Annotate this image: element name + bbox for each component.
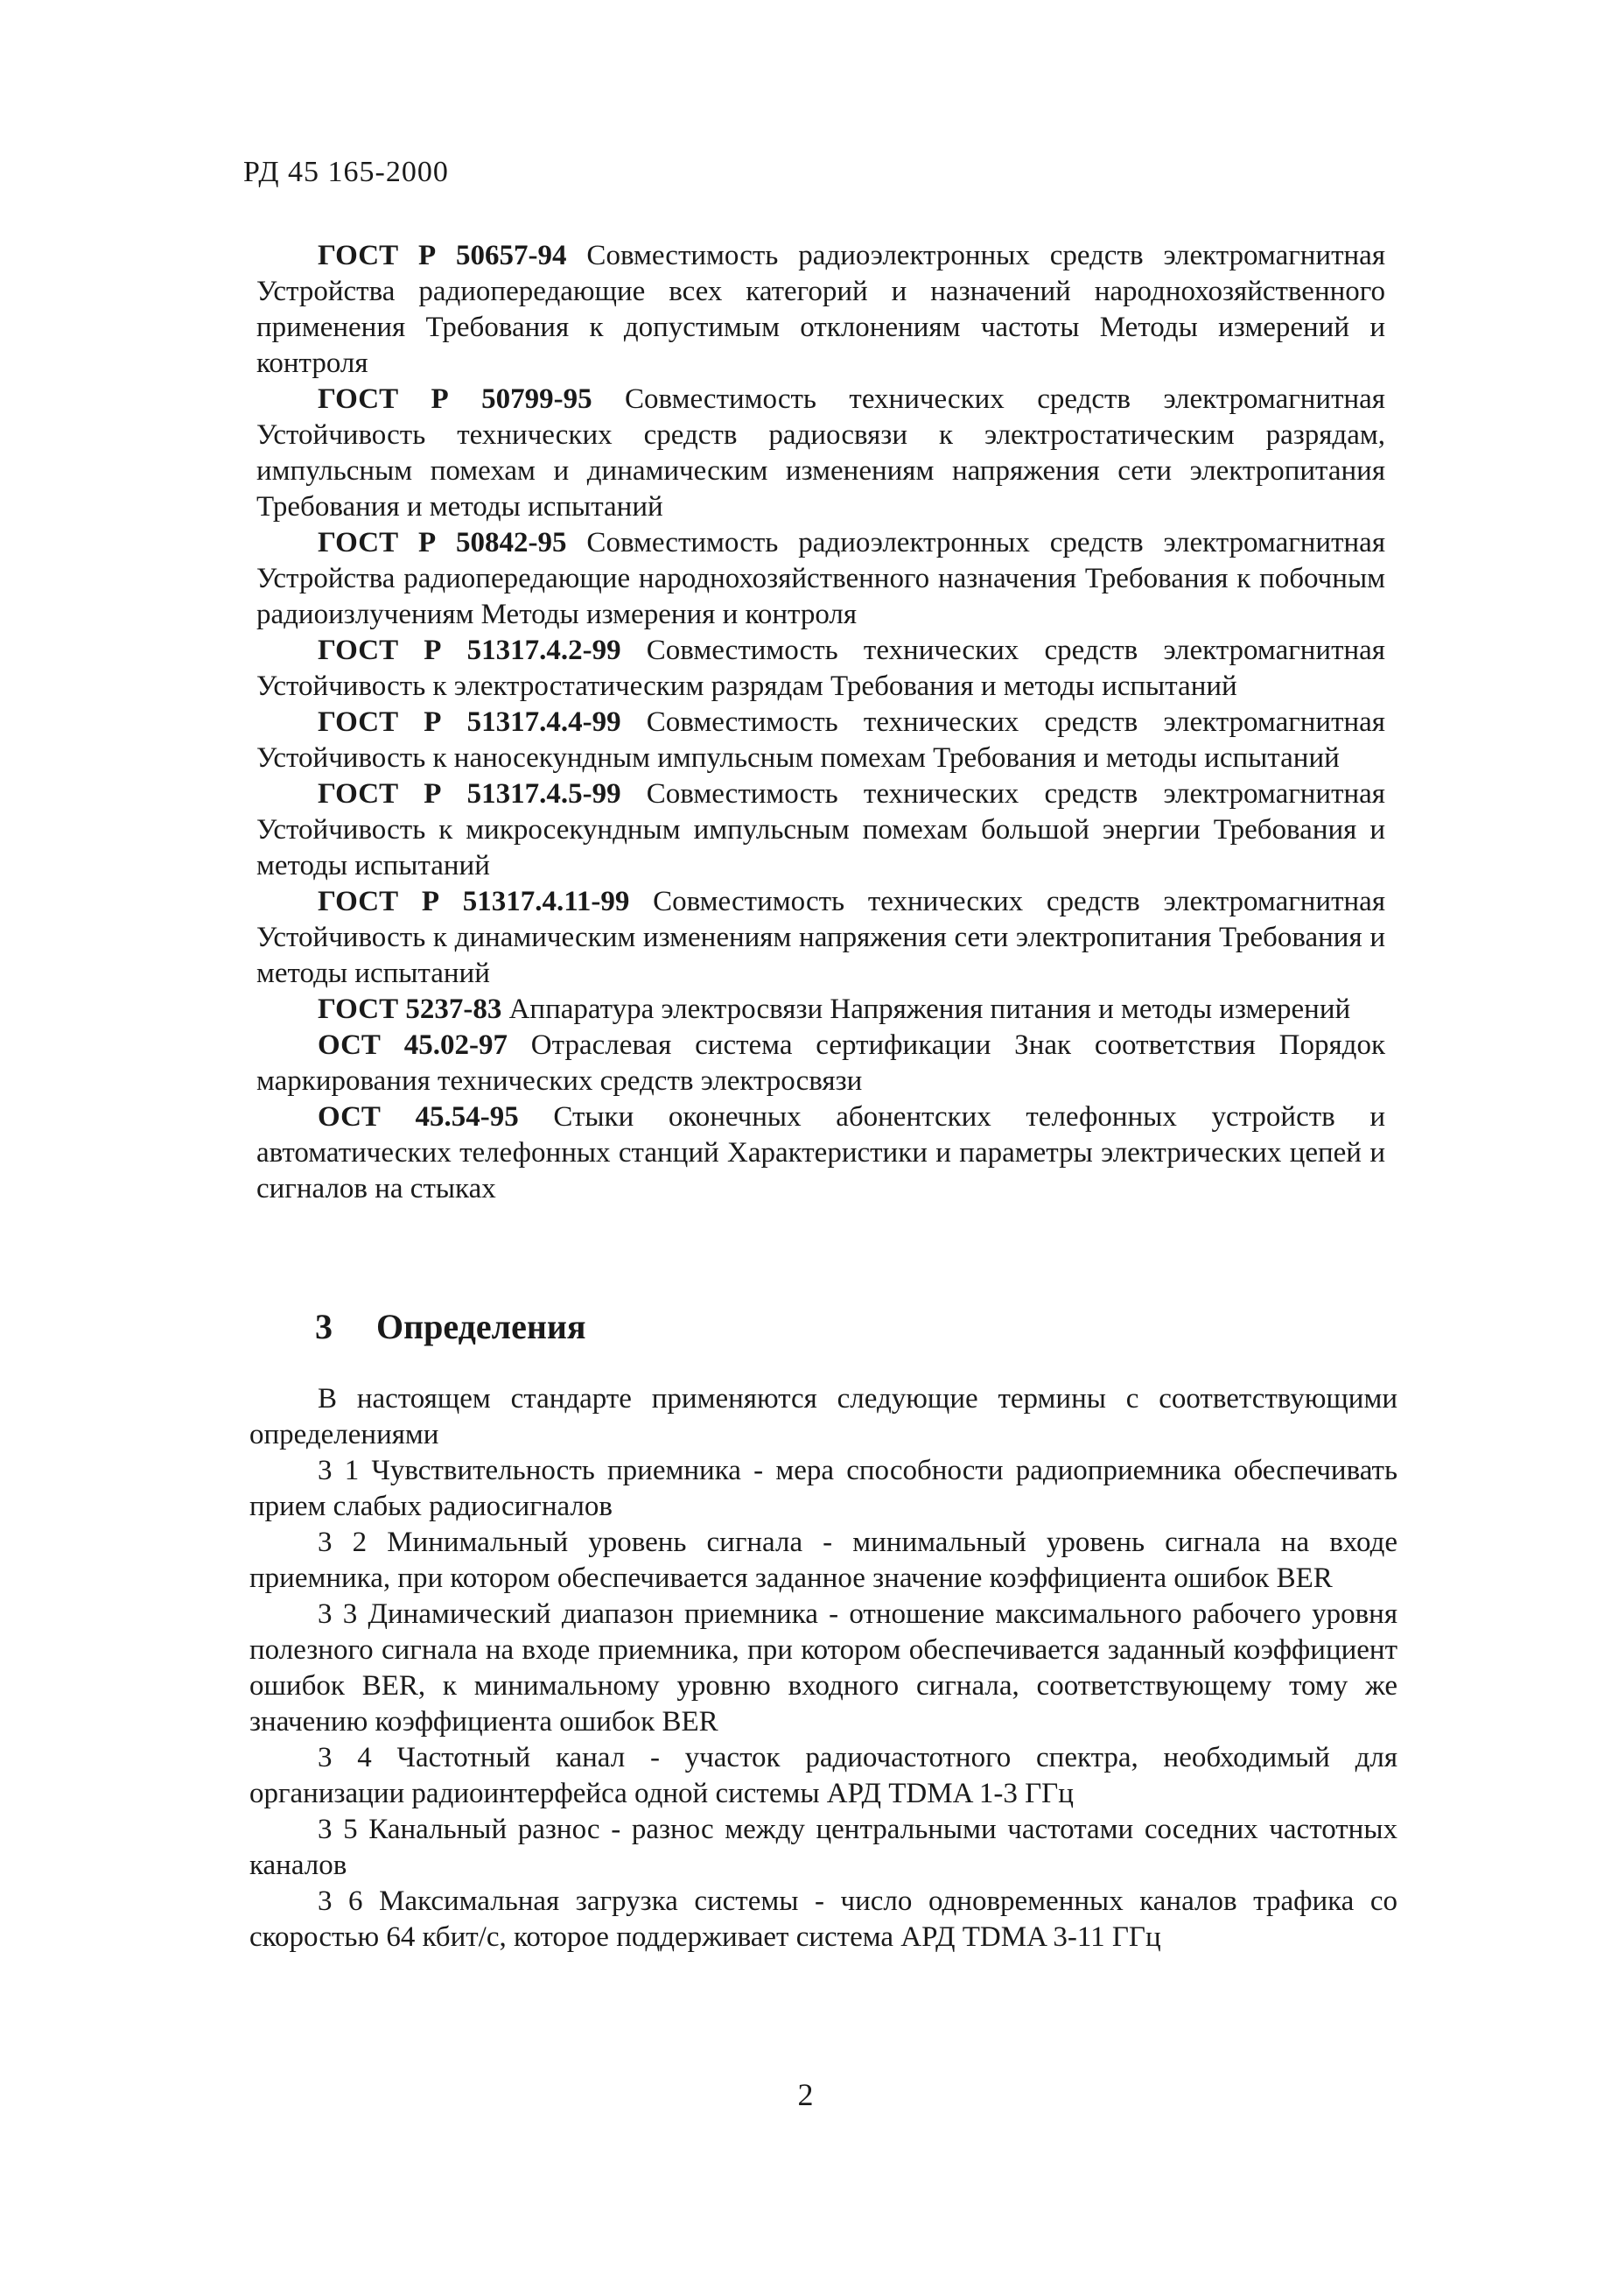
definition-text: отношение максимального рабочего уровня полезного сигнала на входе приемника, при котором обеспечивается заданный коэффициент ошибок BER, к минимальному уровню входного сигнала, соответствующему тому же значению коэффициента ошибок BER (249, 1598, 1398, 1738)
reference-entry (256, 382, 1385, 525)
normative-references-list (256, 238, 1385, 1207)
page-number: 2 (797, 2077, 814, 2112)
definition-term: Чувствительность приемника (371, 1455, 741, 1486)
definition-separator: - (625, 1742, 685, 1773)
definition-item (249, 1740, 1397, 1812)
reference-code: ГОСТ Р 50842-95 (318, 527, 567, 558)
reference-title: Совместимость технических средств электромагнитная Устойчивость технических средств радиосвязи к электростатическим разрядам, импульсным помехам и динамическим изменениям напряжения сети электропитания Требования и методы испытаний (256, 383, 1385, 523)
reference-entry (256, 992, 1385, 1028)
reference-code: ГОСТ Р 51317.4.2-99 (318, 635, 621, 666)
reference-entry (256, 238, 1385, 382)
definition-number: 3 6 (318, 1885, 363, 1917)
section-number: 3 (315, 1307, 333, 1346)
definition-term: Частотный канал (396, 1742, 626, 1773)
definition-separator: - (817, 1598, 850, 1630)
reference-code: ГОСТ Р 51317.4.4-99 (318, 706, 621, 738)
definition-text: разнос между центральными частотами соседних частотных каналов (249, 1814, 1398, 1881)
reference-code: ГОСТ Р 50657-94 (318, 240, 567, 271)
definition-term: Динамический диапазон приемника (368, 1598, 818, 1630)
definition-text: участок радиочастотного спектра, необходимый для организации радиоинтерфейса одной системы АРД TDMA 1-3 ГГц (249, 1742, 1398, 1809)
reference-code: ГОСТ 5237-83 (318, 994, 502, 1025)
definition-separator: - (798, 1885, 841, 1917)
reference-code: ГОСТ Р 50799-95 (318, 383, 592, 415)
definition-item (249, 1525, 1397, 1597)
reference-title: Совместимость технических средств электромагнитная Устойчивость к микросекундным импульсным помехам большой энергии Требования и методы испытаний (256, 778, 1385, 881)
reference-code: ГОСТ Р 51317.4.5-99 (318, 778, 621, 810)
definition-number: 3 1 (318, 1455, 360, 1486)
reference-title: Совместимость радиоэлектронных средств электромагнитная Устройства радиопередающие народнохозяйственного назначения Требования к побочным радиоизлучениям Методы измерения и контроля (256, 527, 1385, 630)
reference-title: Совместимость технических средств электромагнитная Устойчивость к электростатическим разрядам Требования и методы испытаний (256, 635, 1385, 702)
definition-separator: - (802, 1527, 853, 1558)
reference-title: Совместимость технических средств электромагнитная Устойчивость к наносекундным импульсным помехам Требования и методы испытаний (256, 706, 1385, 774)
reference-title: Аппаратура электросвязи Напряжения питания и методы измерений (501, 994, 1351, 1025)
definitions-list (249, 1381, 1397, 1955)
reference-code: ГОСТ Р 51317.4.11-99 (318, 886, 630, 917)
reference-entry (256, 884, 1385, 992)
definitions-intro: В настоящем стандарте применяются следующие термины с соответствующими определениями (249, 1383, 1397, 1450)
reference-code: ОСТ 45.02-97 (318, 1029, 508, 1061)
definition-item (249, 1453, 1397, 1525)
reference-code: ОСТ 45.54-95 (318, 1101, 519, 1133)
document-code-header: РД 45 165-2000 (243, 156, 449, 188)
reference-entry (256, 1099, 1385, 1207)
reference-entry (256, 633, 1385, 705)
definition-text: число одновременных каналов трафика со скоростью 64 кбит/с, которое поддерживает система АРД TDMA 3-11 ГГц (249, 1885, 1398, 1953)
reference-entry (256, 705, 1385, 776)
definition-item (249, 1812, 1397, 1884)
definition-item (249, 1884, 1397, 1955)
definition-item (249, 1597, 1397, 1740)
definition-text: минимальный уровень сигнала на входе приемника, при котором обеспечивается заданное значение коэффициента ошибок BER (249, 1527, 1398, 1594)
reference-entry (256, 525, 1385, 633)
definition-number: 3 2 (318, 1527, 368, 1558)
reference-title: Совместимость радиоэлектронных средств электромагнитная Устройства радиопередающие всех категорий и назначений народнохозяйственного применения Требования к допустимым отклонениям частоты Методы измерений и контроля (256, 240, 1385, 379)
definition-term: Канальный разнос (368, 1814, 600, 1845)
reference-title: Стыки оконечных абонентских телефонных устройств и автоматических телефонных станций Характеристики и параметры электрических цепей и сигналов на стыках (256, 1101, 1385, 1204)
definition-number: 3 4 (318, 1742, 372, 1773)
definition-separator: - (740, 1455, 776, 1486)
section-title: Определения (376, 1307, 586, 1346)
definition-text: мера способности радиоприемника обеспечивать прием слабых радиосигналов (249, 1455, 1398, 1522)
definition-term: Минимальный уровень сигнала (387, 1527, 803, 1558)
definition-number: 3 5 (318, 1814, 358, 1845)
reference-title: Совместимость технических средств электромагнитная Устойчивость к динамическим изменениям напряжения сети электропитания Требования и методы испытаний (256, 886, 1385, 989)
definition-separator: - (599, 1814, 632, 1845)
reference-entry (256, 1028, 1385, 1099)
reference-title: Отраслевая система сертификации Знак соответствия Порядок маркирования технических средств электросвязи (256, 1029, 1385, 1097)
definition-term: Максимальная загрузка системы (379, 1885, 799, 1917)
section-heading (315, 1306, 586, 1347)
definition-number: 3 3 (318, 1598, 358, 1630)
reference-entry (256, 776, 1385, 884)
